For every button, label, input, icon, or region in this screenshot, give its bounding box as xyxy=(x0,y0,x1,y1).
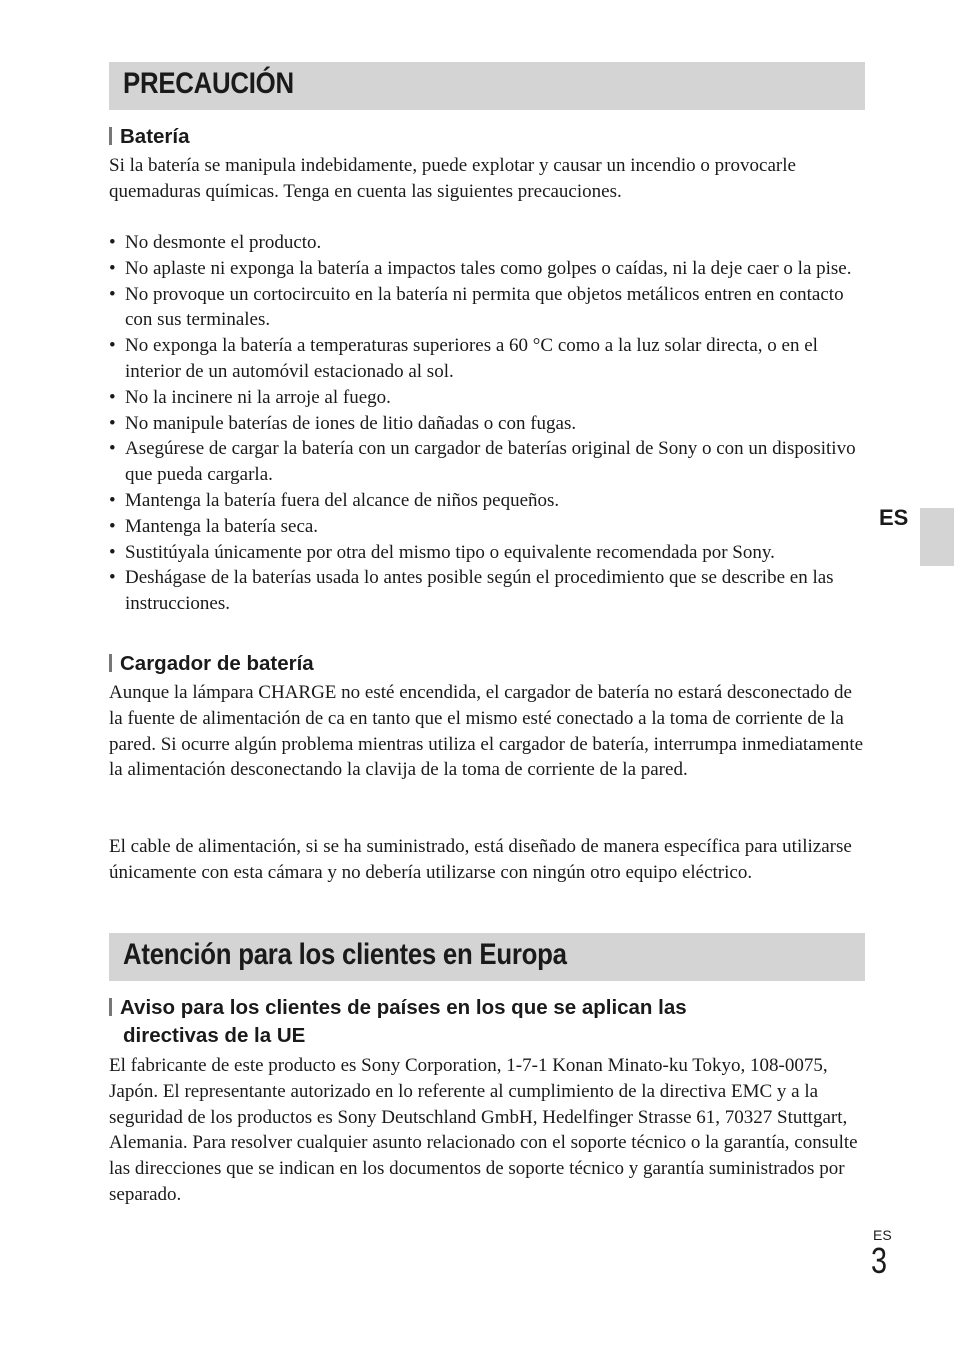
page-number: 3 xyxy=(871,1240,888,1281)
subheading-bateria: Batería xyxy=(109,123,190,151)
list-item: • No la incinere ni la arroje al fuego. xyxy=(109,385,869,411)
list-item: • No provoque un cortocircuito en la batería ni permita que objetos metálicos entren en contacto con sus terminales. xyxy=(109,282,869,334)
charger-paragraph-1: Aunque la lámpara CHARGE no esté encendida, el cargador de batería no estará desconectado de la fuente de alimentación de ca en tanto que el mismo esté conectado a la toma de corriente de la pared. Si ocurre algún problema mientras utiliza el cargador de batería, interrumpa inmediatamente la alimentación desconectando la clavija de la toma de corriente de la pared. xyxy=(109,682,864,781)
list-item: • No exponga la batería a temperaturas superiores a 60 °C como a la luz solar directa, o en el interior de un automóvil estacionado al sol. xyxy=(109,333,869,385)
section-title: PRECAUCIÓN xyxy=(123,67,294,100)
battery-precautions-list xyxy=(109,230,869,617)
heading-marker xyxy=(109,654,112,672)
list-item: • No manipule baterías de iones de litio dañadas o con fugas. xyxy=(109,411,869,437)
language-tab-label: ES xyxy=(879,505,909,530)
list-item: • Sustitúyala únicamente por otra del mismo tipo o equivalente recomendada por Sony. xyxy=(109,540,869,566)
heading-marker xyxy=(109,998,112,1016)
list-item: • No desmonte el producto. xyxy=(109,230,869,256)
page-language: ES xyxy=(873,1227,892,1243)
list-item: • No aplaste ni exponga la batería a impactos tales como golpes o caídas, ni la deje caer o la pise. xyxy=(109,256,869,282)
section-header-precaucion xyxy=(109,62,865,110)
list-item: • Deshágase de la baterías usada lo antes posible según el procedimiento que se describe en las instrucciones. xyxy=(109,565,869,617)
heading-marker xyxy=(109,127,112,145)
section-header-europa xyxy=(109,933,865,981)
list-item: • Asegúrese de cargar la batería con un cargador de baterías original de Sony o con un dispositivo que pueda cargarla. xyxy=(109,436,869,488)
charger-paragraph-2: El cable de alimentación, si se ha suministrado, está diseñado de manera específica para utilizarse únicamente con esta cámara y no debería utilizarse con ningún otro equipo eléctrico. xyxy=(109,836,852,883)
list-item: • Mantenga la batería seca. xyxy=(109,514,869,540)
battery-intro: Si la batería se manipula indebidamente, puede explotar y causar un incendio o provocarle quemaduras químicas. Tenga en cuenta las siguientes precauciones. xyxy=(109,155,796,202)
language-tab xyxy=(920,508,954,566)
manufacturer-paragraph: El fabricante de este producto es Sony Corporation, 1-7-1 Konan Minato-ku Tokyo, 108-0075, Japón. El representante autorizado en lo referente al cumplimiento de la directiva EMC y a la seguridad de los productos es Sony Deutschland GmbH, Hedelfinger Strasse 61, 70327 Stuttgart, Alemania. Para resolver cualquier asunto relacionado con el soporte técnico o la garantía, consulte las direcciones que se indican en los documentos de soporte técnico y garantía suministrados por separado. xyxy=(109,1055,858,1205)
section-title: Atención para los clientes en Europa xyxy=(123,938,567,971)
subheading-cargador: Cargador de batería xyxy=(109,650,314,678)
list-item: • Mantenga la batería fuera del alcance de niños pequeños. xyxy=(109,488,869,514)
subheading-aviso-ue: Aviso para los clientes de países en los que se aplican las directivas de la UE xyxy=(109,994,687,1050)
